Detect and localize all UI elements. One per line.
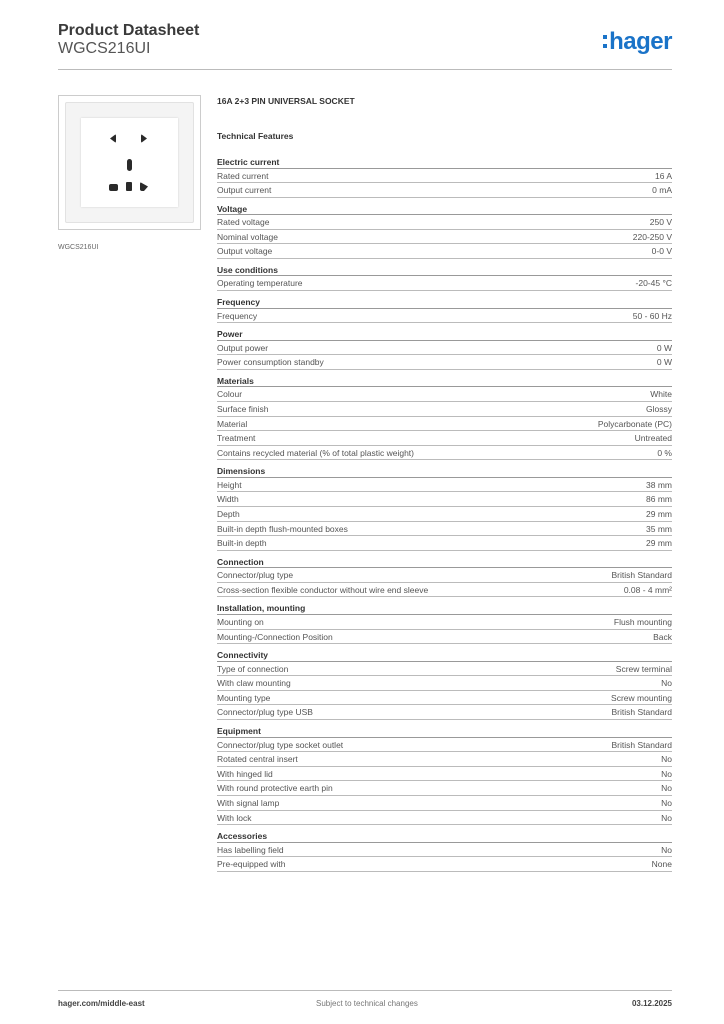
- spec-label: Frequency: [217, 310, 258, 321]
- spec-row: [217, 767, 672, 782]
- spec-value: British Standard: [611, 707, 672, 718]
- logo-text: hager: [609, 28, 672, 55]
- spec-row: [217, 387, 672, 402]
- spec-row: [217, 244, 672, 259]
- section-title: Equipment: [217, 725, 672, 738]
- spec-label: Built-in depth: [217, 538, 267, 549]
- spec-value: No: [661, 754, 672, 765]
- spec-label: Type of connection: [217, 663, 289, 674]
- spec-sections: [217, 156, 672, 872]
- spec-value: British Standard: [611, 739, 672, 750]
- spec-row: [217, 417, 672, 432]
- spec-label: Mounting type: [217, 692, 271, 703]
- spec-value: Screw terminal: [615, 663, 672, 674]
- spec-label: Output current: [217, 185, 272, 196]
- product-image: [58, 95, 201, 230]
- spec-row: [217, 402, 672, 417]
- spec-row: [217, 676, 672, 691]
- product-title: 16A 2+3 PIN UNIVERSAL SOCKET: [217, 96, 355, 106]
- spec-section: [217, 264, 672, 291]
- section-title: Electric current: [217, 156, 672, 169]
- footer-divider: [58, 990, 672, 991]
- spec-value: Flush mounting: [613, 616, 672, 627]
- spec-row: [217, 355, 672, 370]
- socket-pin-icon: [110, 134, 116, 143]
- spec-label: Operating temperature: [217, 278, 303, 289]
- spec-section: [217, 725, 672, 825]
- section-title: Materials: [217, 375, 672, 388]
- section-title: Use conditions: [217, 264, 672, 277]
- spec-row: [217, 446, 672, 461]
- footer-website: hager.com/middle-east: [58, 999, 145, 1008]
- spec-row: [217, 341, 672, 356]
- spec-row: [217, 781, 672, 796]
- spec-row: [217, 752, 672, 767]
- footer-date: 03.12.2025: [631, 999, 672, 1008]
- spec-row: [217, 522, 672, 537]
- spec-label: Power consumption standby: [217, 357, 324, 368]
- spec-label: With hinged lid: [217, 768, 273, 779]
- section-title: Connectivity: [217, 649, 672, 662]
- spec-section: [217, 156, 672, 198]
- spec-section: [217, 465, 672, 550]
- socket-pin-icon: [141, 134, 147, 143]
- socket-pin-icon: [126, 182, 132, 191]
- spec-value: Glossy: [646, 403, 672, 414]
- spec-value: 16 A: [654, 170, 672, 181]
- spec-section: [217, 203, 672, 259]
- spec-value: 0 mA: [652, 185, 672, 196]
- page-title: Product Datasheet: [58, 22, 200, 39]
- spec-row: [217, 276, 672, 291]
- spec-label: Rated current: [217, 170, 269, 181]
- spec-row: [217, 507, 672, 522]
- spec-value: Screw mounting: [611, 692, 672, 703]
- spec-label: With lock: [217, 812, 252, 823]
- spec-value: 0 W: [656, 342, 672, 353]
- spec-label: Has labelling field: [217, 844, 284, 855]
- socket-earth-pin-icon: [127, 159, 132, 171]
- spec-section: [217, 328, 672, 370]
- spec-label: Material: [217, 418, 248, 429]
- spec-value: Polycarbonate (PC): [597, 418, 672, 429]
- spec-section: [217, 296, 672, 323]
- spec-label: Colour: [217, 389, 243, 400]
- spec-label: Cross-section flexible conductor without wire end sleeve: [217, 584, 429, 595]
- spec-row: [217, 478, 672, 493]
- footer-note: Subject to technical changes: [316, 999, 418, 1008]
- spec-label: Connector/plug type socket outlet: [217, 739, 344, 750]
- header: [58, 22, 672, 70]
- spec-value: No: [661, 797, 672, 808]
- spec-label: Output power: [217, 342, 269, 353]
- spec-row: [217, 691, 672, 706]
- spec-section: [217, 556, 672, 598]
- spec-value: 38 mm: [646, 479, 672, 490]
- spec-value: 250 V: [649, 217, 672, 228]
- spec-label: Mounting on: [217, 616, 264, 627]
- spec-value: 0-0 V: [651, 246, 672, 257]
- section-title: Power: [217, 328, 672, 341]
- spec-value: No: [661, 768, 672, 779]
- spec-value: 29 mm: [646, 509, 672, 519]
- spec-label: Treatment: [217, 433, 256, 444]
- spec-row: [217, 492, 672, 507]
- spec-value: 0.08 - 4 mm²: [623, 584, 672, 595]
- spec-value: -20-45 °C: [635, 278, 672, 289]
- spec-row: [217, 215, 672, 230]
- spec-row: [217, 843, 672, 858]
- spec-section: [217, 649, 672, 720]
- spec-section: [217, 602, 672, 644]
- spec-value: 220-250 V: [632, 231, 672, 242]
- spec-label: Depth: [217, 509, 240, 519]
- technical-features-heading: Technical Features: [217, 131, 294, 141]
- spec-row: [217, 169, 672, 184]
- header-divider: [58, 69, 672, 70]
- spec-label: Connector/plug type USB: [217, 707, 313, 718]
- section-title: Dimensions: [217, 465, 672, 478]
- socket-pin-icon: [140, 182, 148, 191]
- spec-value: 35 mm: [646, 523, 672, 534]
- spec-value: British Standard: [611, 570, 672, 581]
- spec-label: Connector/plug type: [217, 570, 294, 581]
- spec-row: [217, 583, 672, 598]
- spec-value: 0 W: [656, 357, 672, 368]
- spec-row: [217, 615, 672, 630]
- section-title: Voltage: [217, 203, 672, 216]
- spec-row: [217, 705, 672, 720]
- spec-row: [217, 431, 672, 446]
- socket-insert: [81, 118, 178, 207]
- spec-label: With round protective earth pin: [217, 783, 333, 794]
- spec-value: 86 mm: [646, 494, 672, 505]
- spec-value: White: [650, 389, 672, 400]
- spec-row: [217, 738, 672, 753]
- logo-colon-icon: [603, 35, 607, 48]
- spec-row: [217, 630, 672, 645]
- spec-label: Height: [217, 479, 242, 490]
- spec-label: Width: [217, 494, 239, 505]
- spec-label: With claw mounting: [217, 678, 291, 689]
- product-code: WGCS216UI: [58, 40, 151, 57]
- spec-row: [217, 309, 672, 324]
- spec-label: Rated voltage: [217, 217, 270, 228]
- spec-value: Untreated: [634, 433, 672, 444]
- spec-value: None: [651, 859, 672, 870]
- socket-plate: [65, 102, 194, 223]
- spec-row: [217, 796, 672, 811]
- spec-label: Rotated central insert: [217, 754, 298, 765]
- spec-value: No: [661, 783, 672, 794]
- spec-label: Built-in depth flush-mounted boxes: [217, 523, 348, 534]
- spec-value: No: [661, 844, 672, 855]
- spec-value: Back: [653, 631, 672, 642]
- spec-row: [217, 536, 672, 551]
- spec-value: 50 - 60 Hz: [632, 310, 672, 321]
- spec-row: [217, 662, 672, 677]
- spec-content: [217, 96, 672, 872]
- spec-label: Output voltage: [217, 246, 273, 257]
- spec-section: [217, 375, 672, 460]
- section-title: Frequency: [217, 296, 672, 309]
- spec-label: Contains recycled material (% of total plastic weight): [217, 447, 414, 458]
- socket-pin-icon: [109, 184, 118, 191]
- spec-row: [217, 183, 672, 198]
- spec-label: Nominal voltage: [217, 231, 278, 242]
- spec-row: [217, 568, 672, 583]
- spec-value: 0 %: [657, 447, 672, 458]
- spec-label: With signal lamp: [217, 797, 280, 808]
- hager-logo: [603, 28, 672, 56]
- spec-row: [217, 857, 672, 872]
- spec-section: [217, 830, 672, 872]
- spec-value: No: [661, 678, 672, 689]
- spec-row: [217, 230, 672, 245]
- section-title: Installation, mounting: [217, 602, 672, 615]
- section-title: Accessories: [217, 830, 672, 843]
- image-caption: WGCS216UI: [58, 244, 99, 251]
- spec-label: Mounting-/Connection Position: [217, 631, 333, 642]
- spec-label: Pre-equipped with: [217, 859, 286, 870]
- spec-value: 29 mm: [646, 538, 672, 549]
- spec-row: [217, 811, 672, 826]
- spec-value: No: [661, 812, 672, 823]
- spec-label: Surface finish: [217, 403, 269, 414]
- section-title: Connection: [217, 556, 672, 569]
